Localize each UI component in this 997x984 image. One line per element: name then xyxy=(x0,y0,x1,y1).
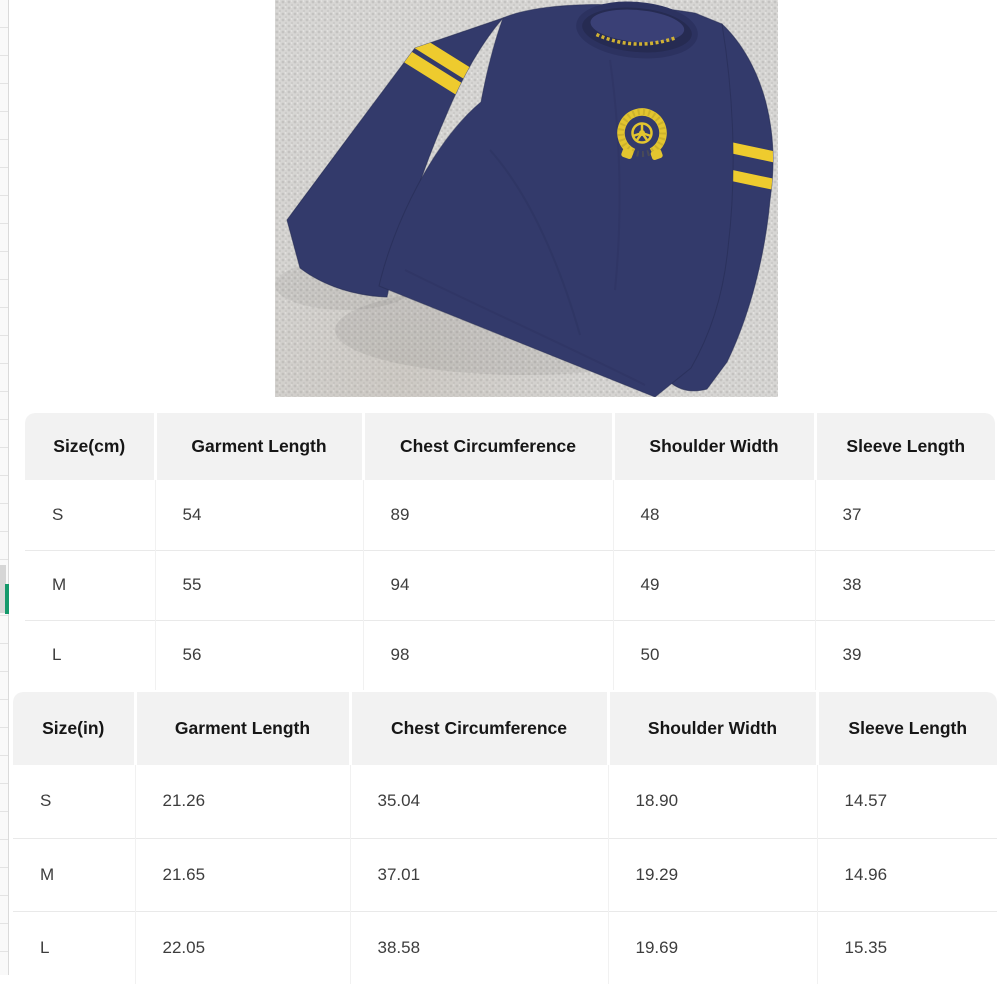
measurement-cell: 48 xyxy=(613,480,815,550)
table-row xyxy=(25,480,995,550)
measurement-cell: 54 xyxy=(155,480,363,550)
measurement-cell: 55 xyxy=(155,550,363,620)
size-label-cell: S xyxy=(13,765,135,838)
column-header: Size(in) xyxy=(13,692,135,765)
table-row xyxy=(13,838,997,911)
table-row xyxy=(25,550,995,620)
measurement-cell: 14.96 xyxy=(817,838,997,911)
header-row xyxy=(13,692,997,765)
measurement-cell: 19.29 xyxy=(608,838,817,911)
measurement-cell: 56 xyxy=(155,620,363,690)
measurement-cell: 37 xyxy=(815,480,995,550)
table-row xyxy=(25,620,995,690)
size-table-in-header xyxy=(13,692,997,765)
column-header: Size(cm) xyxy=(25,413,155,480)
column-header: Garment Length xyxy=(135,692,350,765)
header-row xyxy=(25,413,995,480)
column-header: Sleeve Length xyxy=(817,692,997,765)
size-label-cell: L xyxy=(25,620,155,690)
measurement-cell: 38.58 xyxy=(350,911,608,984)
size-label-cell: M xyxy=(25,550,155,620)
column-header: Shoulder Width xyxy=(613,413,815,480)
column-header: Sleeve Length xyxy=(815,413,995,480)
measurement-cell: 35.04 xyxy=(350,765,608,838)
scroll-indicator[interactable] xyxy=(5,584,9,614)
measurement-cell: 98 xyxy=(363,620,613,690)
measurement-cell: 21.65 xyxy=(135,838,350,911)
measurement-cell: 49 xyxy=(613,550,815,620)
table-row xyxy=(13,765,997,838)
measurement-cell: 21.26 xyxy=(135,765,350,838)
measurement-cell: 15.35 xyxy=(817,911,997,984)
column-header: Chest Circumference xyxy=(363,413,613,480)
column-header: Chest Circumference xyxy=(350,692,608,765)
column-header: Garment Length xyxy=(155,413,363,480)
size-table-cm xyxy=(25,413,995,690)
column-header: Shoulder Width xyxy=(608,692,817,765)
size-table-cm-body xyxy=(25,480,995,690)
left-edge-panel xyxy=(0,0,9,975)
size-label-cell: M xyxy=(13,838,135,911)
size-label-cell: S xyxy=(25,480,155,550)
product-image[interactable] xyxy=(275,0,778,397)
measurement-cell: 14.57 xyxy=(817,765,997,838)
table-row xyxy=(13,911,997,984)
size-table-in xyxy=(13,692,997,984)
measurement-cell: 22.05 xyxy=(135,911,350,984)
measurement-cell: 39 xyxy=(815,620,995,690)
measurement-cell: 19.69 xyxy=(608,911,817,984)
shirt-photo-graphic xyxy=(275,0,778,397)
measurement-cell: 94 xyxy=(363,550,613,620)
measurement-cell: 89 xyxy=(363,480,613,550)
size-table-cm-header xyxy=(25,413,995,480)
measurement-cell: 18.90 xyxy=(608,765,817,838)
measurement-cell: 38 xyxy=(815,550,995,620)
measurement-cell: 50 xyxy=(613,620,815,690)
measurement-cell: 37.01 xyxy=(350,838,608,911)
size-label-cell: L xyxy=(13,911,135,984)
size-table-in-body xyxy=(13,765,997,984)
